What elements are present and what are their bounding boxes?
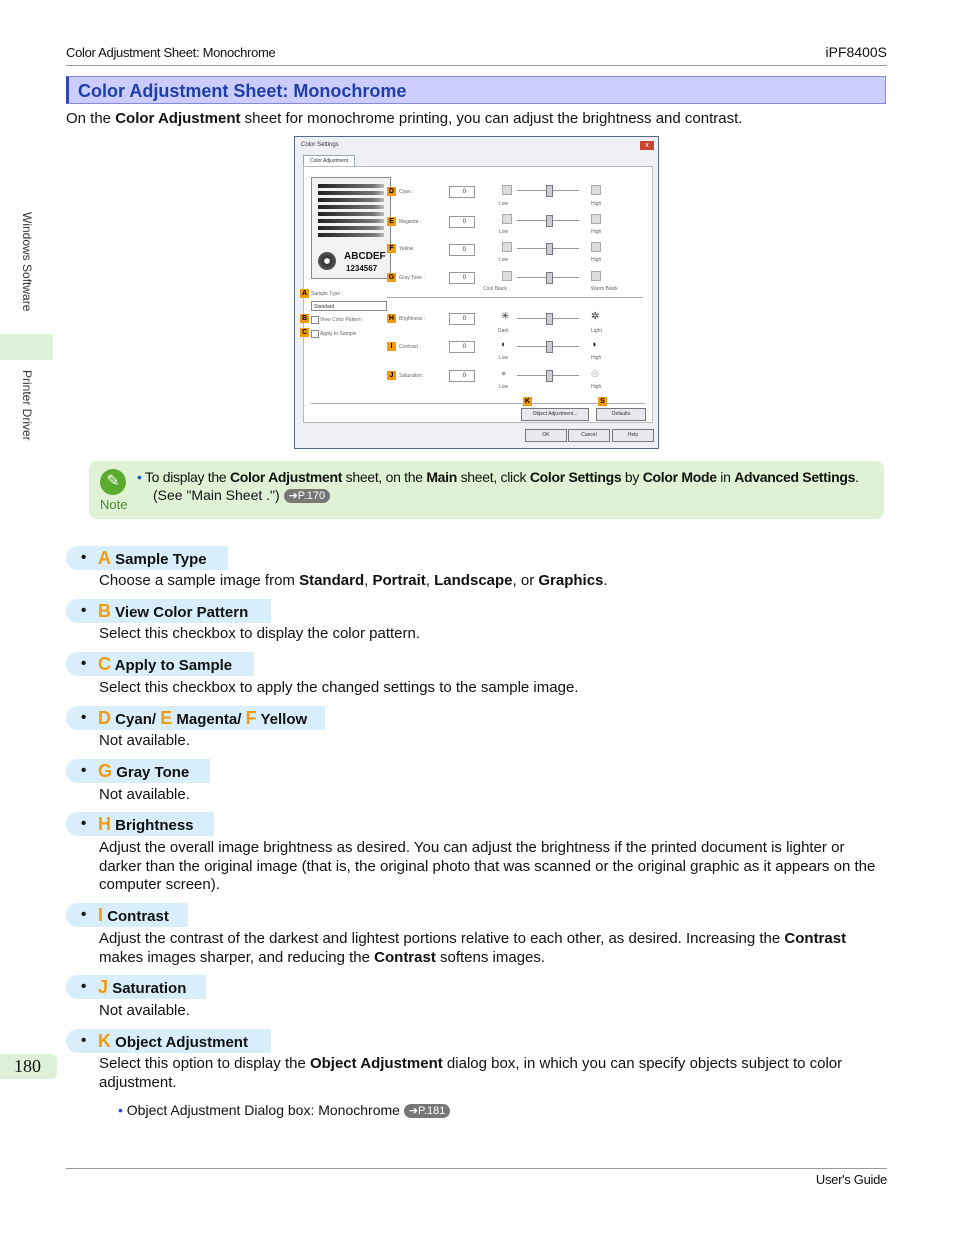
brightness-dark-label: Dark [498,328,509,334]
item-body-brightness: Adjust the overall image brightness as desired. You can adjust the brightness if the printed document is lighter or darker than the original image (that is, the original photo that was scanned or the original graphic as it appears on the computer screen). [99,839,876,893]
brightness-label: Brightness : [399,316,426,322]
body-bold: Portrait [372,572,426,589]
note-bold: Color Mode [642,469,717,485]
contrast-low-label: Low [499,355,509,361]
bullet-icon: • [81,906,87,923]
sub-bullet-text: Object Adjustment Dialog box: Monochrome [126,1102,400,1118]
pencil-graphic [318,198,384,202]
yellow-high-label: High [591,257,602,263]
item-body-view-color-pattern: Select this checkbox to display the color pattern. [99,625,421,642]
cancel-button[interactable]: Cancel [568,429,610,442]
item-heading-text [98,759,189,785]
sample-type-select[interactable]: Standard [311,301,387,311]
tab-color-adjustment[interactable]: Color Adjustment [303,155,355,167]
note-text-part: in [716,469,735,485]
sample-text-numbers: 1234567 [346,264,378,273]
footer-text: User's Guide [815,1172,887,1187]
bullet-icon: • [118,1102,123,1118]
view-color-pattern-label: View Color Pattern [320,317,362,323]
intro-bold: Color Adjustment [115,110,241,127]
magenta-spinner[interactable]: 0 [449,216,475,228]
yellow-label: Yellow [399,246,414,252]
item-body-sample-type [99,572,884,591]
note-bold: Main [426,469,458,485]
saturation-spinner[interactable]: 0 [449,370,475,382]
note-label: Note [100,497,128,512]
gray-tone-spinner[interactable]: 0 [449,272,475,284]
body-text: softens images. [435,948,546,966]
item-heading-object-adjustment [66,1029,271,1053]
contrast-low-icon: ◐ [501,339,507,349]
saturation-low-icon: ● [501,368,507,378]
brightness-dark-icon: ✳ [501,311,510,322]
contrast-high-icon: ◑ [591,339,597,349]
bullet-icon: • [81,1032,87,1049]
item-letter: B [98,601,111,621]
magenta-low-icon [502,214,512,224]
brightness-light-label: Light [591,328,602,334]
item-name: Brightness [115,817,194,834]
gray-tone-cool-icon [502,271,512,281]
bullet-icon: • [137,469,142,485]
cool-black-label: Cool Black [483,286,507,292]
apply-to-sample-checkbox[interactable] [311,330,319,338]
magenta-low-label: Low [499,229,509,235]
cyan-slider-thumb[interactable] [546,185,553,197]
marker-i: I [387,342,396,351]
item-letter: F [245,708,257,728]
cyan-high-icon [591,185,601,195]
item-name: Cyan/ [115,711,157,728]
item-name: Contrast [107,908,169,925]
dialog-separator [311,403,645,404]
item-heading-text [98,1029,248,1055]
item-heading-sample-type [66,546,228,570]
gray-tone-slider-thumb[interactable] [546,272,553,284]
pencil-graphic [318,233,384,237]
brightness-spinner[interactable]: 0 [449,313,475,325]
item-letter: G [98,761,113,781]
marker-g: G [388,274,395,281]
marker-e: E [387,217,396,226]
help-button[interactable]: Help [612,429,654,442]
pencil-graphic [318,191,384,195]
item-heading-view-color-pattern [66,599,271,623]
marker-k: K [524,398,531,405]
sample-text-letters: ABCDEF [344,251,386,262]
header-rule [66,65,887,66]
cyan-low-icon [502,185,512,195]
intro-text: On the [66,110,116,127]
note-text-part: sheet, on the [342,469,427,485]
item-name: Yellow [260,711,308,728]
bullet-icon: • [81,655,87,672]
item-body-saturation: Not available. [99,1002,190,1019]
contrast-slider-thumb[interactable] [546,341,553,353]
intro-text-end: sheet for monochrome printing, you can adjust the brightness and contrast. [240,110,743,127]
pencil-graphic [318,226,384,230]
contrast-high-label: High [591,355,602,361]
page-reference-link[interactable]: ➔P.170 [284,489,331,503]
sample-type-label: Sample Type : [311,291,343,297]
yellow-low-icon [502,242,512,252]
item-letter: H [98,814,111,834]
color-settings-dialog [294,136,659,449]
item-body-object-adjustment [99,1055,884,1092]
pencil-graphic [318,184,384,188]
magenta-high-label: High [591,229,602,235]
object-adjustment-button[interactable]: Object Adjustment... [521,408,589,421]
running-header-title: Color Adjustment Sheet: Monochrome [66,45,276,60]
magenta-high-icon [591,214,601,224]
note-bold: Advanced Settings [734,469,856,485]
cyan-label: Cyan : [399,189,414,195]
ok-button[interactable]: OK [525,429,567,442]
magenta-label: Magenta : [399,219,422,225]
saturation-high-icon: ◎ [591,368,599,378]
item-name: Saturation [112,980,187,997]
item-name: Apply to Sample [114,657,233,674]
body-text: dialog box, in which you can specify objects subject to color adjustment. [99,1055,843,1091]
bullet-icon: • [81,602,87,619]
body-text: , [364,572,373,589]
note-see-text: (See "Main Sheet .") [153,487,280,503]
cyan-high-label: High [591,201,602,207]
footer-rule [66,1168,887,1169]
marker-f: F [387,244,396,253]
saturation-label: Saturation : [399,373,425,379]
item-heading-text [98,975,186,1001]
yellow-low-label: Low [499,257,509,263]
note-bold: Color Settings [529,469,622,485]
note-reference-line [153,487,330,503]
item-heading-text [98,812,194,838]
body-text: . [603,572,608,589]
item-heading-brightness [66,812,214,836]
intro-paragraph [66,110,742,127]
item-letter: I [98,905,104,925]
bullet-icon: • [81,762,87,779]
body-text: makes images sharper, and reducing the [99,948,375,966]
body-bold: Standard [299,572,365,589]
item-body-cyan-magenta-yellow: Not available. [99,732,190,749]
warm-black-label: Warm Black [591,286,618,292]
gray-tone-warm-icon [591,271,601,281]
page-reference-link[interactable]: ➔P.181 [404,1104,451,1118]
item-name: Object Adjustment [115,1034,248,1051]
contrast-spinner[interactable]: 0 [449,341,475,353]
body-bold: Graphics [538,572,604,589]
dialog-separator [387,297,643,298]
pencil-graphic [318,219,384,223]
sidebar-section-windows-software: Windows Software [20,212,34,312]
body-bold: Contrast [784,930,847,947]
saturation-high-label: High [591,384,602,390]
note-text-part: sheet, click [457,469,530,485]
body-text: , [425,572,435,589]
item-heading-cyan-magenta-yellow [66,706,325,730]
cyan-low-label: Low [499,201,509,207]
defaults-button[interactable]: Defaults [596,408,646,421]
sample-image [311,177,391,279]
magenta-slider-thumb[interactable] [546,215,553,227]
yellow-spinner[interactable]: 0 [449,244,475,256]
item-heading-gray-tone [66,759,210,783]
body-text: Adjust the contrast of the darkest and lightest portions relative to each other, as desired. Increasing the [99,930,785,947]
marker-b: B [301,315,308,322]
sub-bullet-object-adjustment-link [118,1102,450,1118]
body-bold: Object Adjustment [309,1055,443,1072]
item-letter: E [160,708,173,728]
item-heading-text [98,652,232,678]
item-heading-saturation [66,975,206,999]
yellow-high-icon [591,242,601,252]
sidebar-section-printer-driver: Printer Driver [20,370,34,441]
bullet-icon: • [81,978,87,995]
note-box [89,461,884,519]
pencil-graphic [318,212,384,216]
body-bold: Landscape [434,572,513,589]
page-number: 180 [14,1056,41,1076]
view-color-pattern-checkbox[interactable] [311,316,319,324]
note-text-part: To display the [144,469,230,485]
dialog-title: Color Settings [301,142,339,148]
page-number-tab [0,1054,57,1079]
sidebar-tab-marker [0,334,53,360]
pencil-check-icon: ✎ [100,469,126,495]
item-letter: C [98,654,111,674]
item-letter: K [98,1031,111,1051]
item-letter: A [98,548,111,568]
note-text-part: . [855,469,859,485]
bullet-icon: • [81,815,87,832]
saturation-slider-thumb[interactable] [546,370,553,382]
note-bold: Color Adjustment [229,469,343,485]
page-title: Color Adjustment Sheet: Monochrome [78,81,407,101]
brightness-slider-thumb[interactable] [546,313,553,325]
item-body-gray-tone: Not available. [99,786,190,803]
body-text: Choose a sample image from [99,572,300,589]
note-text [137,469,859,485]
saturation-low-label: Low [499,384,509,390]
marker-s: S [598,397,607,406]
item-body-apply-to-sample: Select this checkbox to apply the changed settings to the sample image. [99,679,579,696]
item-heading-text [98,546,207,572]
item-name: Magenta/ [176,711,242,728]
bullet-icon: • [81,709,87,726]
item-name: Sample Type [115,551,207,568]
pencil-graphic [318,205,384,209]
item-letter: D [98,708,111,728]
item-heading-text [98,903,169,929]
cyan-spinner[interactable]: 0 [449,186,475,198]
marker-d: D [388,188,395,195]
cd-disc-icon [318,252,336,270]
close-icon[interactable]: x [640,141,654,150]
item-heading-apply-to-sample [66,652,254,676]
item-heading-contrast [66,903,188,927]
running-header-model: iPF8400S [825,44,887,60]
item-heading-text [98,599,248,625]
gray-tone-label: Gray Tone : [399,275,425,281]
marker-a: A [301,290,308,297]
yellow-slider-thumb[interactable] [546,243,553,255]
marker-h: H [388,315,395,322]
apply-to-sample-label: Apply to Sample [320,331,357,337]
item-heading-text [98,706,307,732]
item-name: Gray Tone [116,764,190,781]
bullet-icon: • [81,549,87,566]
contrast-label: Contrast : [399,344,421,350]
marker-c: C [301,329,308,336]
body-text: , or [512,572,539,589]
note-text-part: by [621,469,643,485]
marker-j: J [387,371,396,380]
body-text: Select this option to display the [99,1055,310,1072]
brightness-light-icon: ✲ [591,311,600,322]
item-name: View Color Pattern [115,604,249,621]
section-title-bar [66,76,886,104]
item-body-contrast [99,930,884,967]
item-letter: J [98,977,109,997]
body-bold: Contrast [374,948,436,966]
